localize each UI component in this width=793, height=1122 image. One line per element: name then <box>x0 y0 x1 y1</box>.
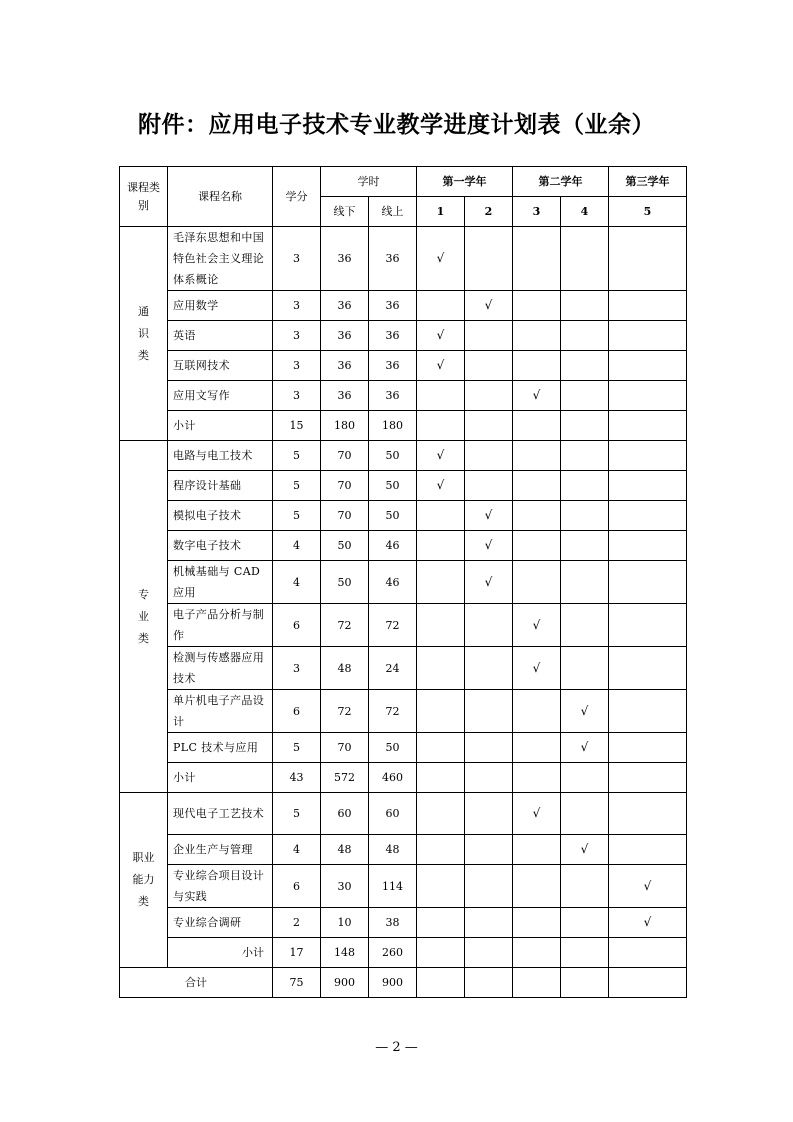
semester-4-cell <box>561 381 609 411</box>
semester-2-cell <box>465 381 513 411</box>
credits-cell: 6 <box>273 865 321 908</box>
semester-4-cell <box>561 227 609 291</box>
semester-5-cell <box>609 411 687 441</box>
semester-3-cell <box>513 471 561 501</box>
header-semester-5: 5 <box>609 197 687 227</box>
semester-5-cell <box>609 227 687 291</box>
semester-4-cell <box>561 501 609 531</box>
category-cell: 专业类 <box>120 441 168 793</box>
header-semester-2: 2 <box>465 197 513 227</box>
semester-2-cell <box>465 411 513 441</box>
semester-5-cell <box>609 733 687 763</box>
offline-hours-cell: 10 <box>321 908 369 938</box>
semester-5-cell <box>609 968 687 998</box>
header-year-3: 第三学年 <box>609 167 687 197</box>
semester-2-cell <box>465 604 513 647</box>
semester-4-cell <box>561 531 609 561</box>
course-name: 毛泽东思想和中国特色社会主义理论体系概论 <box>168 227 273 291</box>
subtotal-row <box>120 938 687 968</box>
semester-4-cell <box>561 604 609 647</box>
category-cell: 职业能力类 <box>120 793 168 968</box>
semester-2-cell <box>465 471 513 501</box>
check-mark: √ <box>465 501 513 531</box>
check-mark: √ <box>417 441 465 471</box>
check-mark: √ <box>513 793 561 835</box>
header-hours: 学时 <box>321 167 417 197</box>
semester-3-cell <box>513 227 561 291</box>
semester-1-cell <box>417 531 465 561</box>
header-row-1 <box>120 167 687 197</box>
semester-1-cell <box>417 865 465 908</box>
header-year-2: 第二学年 <box>513 167 609 197</box>
course-row <box>120 291 687 321</box>
total-credits: 75 <box>273 968 321 998</box>
semester-2-cell <box>465 441 513 471</box>
semester-3-cell <box>513 908 561 938</box>
credits-cell: 4 <box>273 835 321 865</box>
subtotal-label: 小计 <box>168 938 273 968</box>
offline-hours-cell: 36 <box>321 321 369 351</box>
header-year-1: 第一学年 <box>417 167 513 197</box>
credits-cell: 4 <box>273 561 321 604</box>
online-hours-cell: 38 <box>369 908 417 938</box>
semester-3-cell <box>513 441 561 471</box>
semester-2-cell <box>465 835 513 865</box>
semester-1-cell <box>417 835 465 865</box>
subtotal-online: 260 <box>369 938 417 968</box>
offline-hours-cell: 36 <box>321 381 369 411</box>
credits-cell: 3 <box>273 351 321 381</box>
course-name: 应用数学 <box>168 291 273 321</box>
online-hours-cell: 48 <box>369 835 417 865</box>
subtotal-offline: 148 <box>321 938 369 968</box>
credits-cell: 3 <box>273 227 321 291</box>
course-row <box>120 531 687 561</box>
online-hours-cell: 114 <box>369 865 417 908</box>
semester-2-cell <box>465 647 513 690</box>
total-row <box>120 968 687 998</box>
credits-cell: 3 <box>273 647 321 690</box>
semester-5-cell <box>609 501 687 531</box>
online-hours-cell: 46 <box>369 561 417 604</box>
total-offline: 900 <box>321 968 369 998</box>
subtotal-offline: 180 <box>321 411 369 441</box>
online-hours-cell: 36 <box>369 381 417 411</box>
semester-4-cell <box>561 291 609 321</box>
semester-5-cell <box>609 441 687 471</box>
offline-hours-cell: 36 <box>321 291 369 321</box>
offline-hours-cell: 30 <box>321 865 369 908</box>
online-hours-cell: 36 <box>369 291 417 321</box>
course-name: 专业综合调研 <box>168 908 273 938</box>
course-name: 程序设计基础 <box>168 471 273 501</box>
semester-3-cell <box>513 835 561 865</box>
semester-2-cell <box>465 763 513 793</box>
semester-2-cell <box>465 968 513 998</box>
course-name: 英语 <box>168 321 273 351</box>
semester-5-cell <box>609 381 687 411</box>
semester-1-cell <box>417 938 465 968</box>
semester-3-cell <box>513 321 561 351</box>
semester-4-cell <box>561 968 609 998</box>
course-name: 企业生产与管理 <box>168 835 273 865</box>
header-semester-3: 3 <box>513 197 561 227</box>
check-mark: √ <box>561 733 609 763</box>
course-row <box>120 733 687 763</box>
semester-5-cell <box>609 835 687 865</box>
semester-1-cell <box>417 561 465 604</box>
subtotal-credits: 15 <box>273 411 321 441</box>
semester-3-cell <box>513 865 561 908</box>
offline-hours-cell: 48 <box>321 835 369 865</box>
course-name: 模拟电子技术 <box>168 501 273 531</box>
offline-hours-cell: 70 <box>321 501 369 531</box>
subtotal-credits: 17 <box>273 938 321 968</box>
semester-2-cell <box>465 690 513 733</box>
semester-5-cell <box>609 938 687 968</box>
online-hours-cell: 46 <box>369 531 417 561</box>
subtotal-label: 小计 <box>168 763 273 793</box>
course-row <box>120 908 687 938</box>
offline-hours-cell: 36 <box>321 351 369 381</box>
credits-cell: 6 <box>273 690 321 733</box>
offline-hours-cell: 70 <box>321 471 369 501</box>
semester-1-cell <box>417 968 465 998</box>
semester-4-cell <box>561 908 609 938</box>
page-number: — 2 — <box>375 1040 418 1055</box>
course-row <box>120 351 687 381</box>
semester-5-cell <box>609 793 687 835</box>
semester-2-cell <box>465 733 513 763</box>
course-row <box>120 381 687 411</box>
semester-5-cell <box>609 647 687 690</box>
credits-cell: 3 <box>273 291 321 321</box>
semester-4-cell <box>561 321 609 351</box>
credits-cell: 6 <box>273 604 321 647</box>
semester-5-cell <box>609 471 687 501</box>
course-row <box>120 690 687 733</box>
semester-1-cell <box>417 501 465 531</box>
semester-2-cell <box>465 321 513 351</box>
offline-hours-cell: 36 <box>321 227 369 291</box>
check-mark: √ <box>609 865 687 908</box>
semester-4-cell <box>561 763 609 793</box>
course-row <box>120 441 687 471</box>
semester-1-cell <box>417 908 465 938</box>
course-name: 应用文写作 <box>168 381 273 411</box>
course-name: 数字电子技术 <box>168 531 273 561</box>
semester-3-cell <box>513 291 561 321</box>
semester-2-cell <box>465 793 513 835</box>
online-hours-cell: 60 <box>369 793 417 835</box>
semester-5-cell <box>609 690 687 733</box>
semester-4-cell <box>561 793 609 835</box>
semester-4-cell <box>561 938 609 968</box>
semester-3-cell <box>513 968 561 998</box>
offline-hours-cell: 50 <box>321 561 369 604</box>
check-mark: √ <box>417 471 465 501</box>
category-cell: 通识类 <box>120 227 168 441</box>
course-row <box>120 793 687 835</box>
course-name: 现代电子工艺技术 <box>168 793 273 835</box>
semester-1-cell <box>417 647 465 690</box>
credits-cell: 5 <box>273 733 321 763</box>
offline-hours-cell: 50 <box>321 531 369 561</box>
online-hours-cell: 50 <box>369 471 417 501</box>
semester-4-cell <box>561 647 609 690</box>
semester-3-cell <box>513 351 561 381</box>
offline-hours-cell: 72 <box>321 604 369 647</box>
course-name: 互联网技术 <box>168 351 273 381</box>
check-mark: √ <box>561 690 609 733</box>
online-hours-cell: 36 <box>369 321 417 351</box>
semester-5-cell <box>609 291 687 321</box>
course-row <box>120 647 687 690</box>
header-semester-1: 1 <box>417 197 465 227</box>
semester-3-cell <box>513 411 561 441</box>
offline-hours-cell: 72 <box>321 690 369 733</box>
semester-3-cell <box>513 561 561 604</box>
check-mark: √ <box>465 291 513 321</box>
subtotal-row <box>120 763 687 793</box>
header-course-name: 课程名称 <box>168 167 273 227</box>
course-row <box>120 835 687 865</box>
semester-1-cell <box>417 733 465 763</box>
document-title: 附件：应用电子技术专业教学进度计划表（业余） <box>138 112 655 138</box>
total-label: 合计 <box>120 968 273 998</box>
semester-2-cell <box>465 938 513 968</box>
semester-3-cell <box>513 733 561 763</box>
online-hours-cell: 50 <box>369 733 417 763</box>
course-name: 单片机电子产品设计 <box>168 690 273 733</box>
subtotal-row <box>120 411 687 441</box>
course-row <box>120 501 687 531</box>
course-name: 电路与电工技术 <box>168 441 273 471</box>
total-online: 900 <box>369 968 417 998</box>
header-credits: 学分 <box>273 167 321 227</box>
semester-5-cell <box>609 351 687 381</box>
course-row <box>120 561 687 604</box>
course-name: PLC 技术与应用 <box>168 733 273 763</box>
semester-4-cell <box>561 471 609 501</box>
semester-1-cell <box>417 291 465 321</box>
check-mark: √ <box>561 835 609 865</box>
semester-1-cell <box>417 690 465 733</box>
online-hours-cell: 50 <box>369 441 417 471</box>
semester-4-cell <box>561 351 609 381</box>
teaching-schedule-table <box>119 166 687 998</box>
check-mark: √ <box>513 604 561 647</box>
semester-2-cell <box>465 865 513 908</box>
credits-cell: 5 <box>273 793 321 835</box>
course-name: 专业综合项目设计与实践 <box>168 865 273 908</box>
credits-cell: 5 <box>273 501 321 531</box>
semester-4-cell <box>561 865 609 908</box>
semester-5-cell <box>609 604 687 647</box>
course-row <box>120 321 687 351</box>
check-mark: √ <box>417 321 465 351</box>
semester-1-cell <box>417 763 465 793</box>
course-name: 电子产品分析与制作 <box>168 604 273 647</box>
header-semester-4: 4 <box>561 197 609 227</box>
semester-5-cell <box>609 561 687 604</box>
credits-cell: 4 <box>273 531 321 561</box>
semester-3-cell <box>513 763 561 793</box>
online-hours-cell: 24 <box>369 647 417 690</box>
header-category: 课程类别 <box>120 167 168 227</box>
subtotal-online: 180 <box>369 411 417 441</box>
semester-3-cell <box>513 531 561 561</box>
semester-1-cell <box>417 604 465 647</box>
check-mark: √ <box>465 561 513 604</box>
course-row <box>120 471 687 501</box>
check-mark: √ <box>609 908 687 938</box>
semester-2-cell <box>465 908 513 938</box>
course-row <box>120 227 687 291</box>
check-mark: √ <box>465 531 513 561</box>
semester-2-cell <box>465 227 513 291</box>
header-online: 线上 <box>369 197 417 227</box>
offline-hours-cell: 60 <box>321 793 369 835</box>
course-name: 检测与传感器应用技术 <box>168 647 273 690</box>
semester-4-cell <box>561 441 609 471</box>
subtotal-offline: 572 <box>321 763 369 793</box>
offline-hours-cell: 48 <box>321 647 369 690</box>
online-hours-cell: 72 <box>369 604 417 647</box>
semester-4-cell <box>561 411 609 441</box>
check-mark: √ <box>513 647 561 690</box>
online-hours-cell: 36 <box>369 227 417 291</box>
header-offline: 线下 <box>321 197 369 227</box>
course-row <box>120 865 687 908</box>
semester-3-cell <box>513 501 561 531</box>
check-mark: √ <box>417 351 465 381</box>
subtotal-label: 小计 <box>168 411 273 441</box>
credits-cell: 3 <box>273 321 321 351</box>
online-hours-cell: 36 <box>369 351 417 381</box>
course-name: 机械基础与 CAD 应用 <box>168 561 273 604</box>
offline-hours-cell: 70 <box>321 733 369 763</box>
course-row <box>120 604 687 647</box>
subtotal-online: 460 <box>369 763 417 793</box>
subtotal-credits: 43 <box>273 763 321 793</box>
online-hours-cell: 72 <box>369 690 417 733</box>
semester-5-cell <box>609 321 687 351</box>
semester-1-cell <box>417 411 465 441</box>
online-hours-cell: 50 <box>369 501 417 531</box>
semester-2-cell <box>465 351 513 381</box>
semester-3-cell <box>513 690 561 733</box>
semester-5-cell <box>609 763 687 793</box>
check-mark: √ <box>417 227 465 291</box>
offline-hours-cell: 70 <box>321 441 369 471</box>
credits-cell: 3 <box>273 381 321 411</box>
semester-3-cell <box>513 938 561 968</box>
credits-cell: 2 <box>273 908 321 938</box>
check-mark: √ <box>513 381 561 411</box>
semester-4-cell <box>561 561 609 604</box>
credits-cell: 5 <box>273 471 321 501</box>
semester-5-cell <box>609 531 687 561</box>
semester-1-cell <box>417 793 465 835</box>
semester-1-cell <box>417 381 465 411</box>
credits-cell: 5 <box>273 441 321 471</box>
